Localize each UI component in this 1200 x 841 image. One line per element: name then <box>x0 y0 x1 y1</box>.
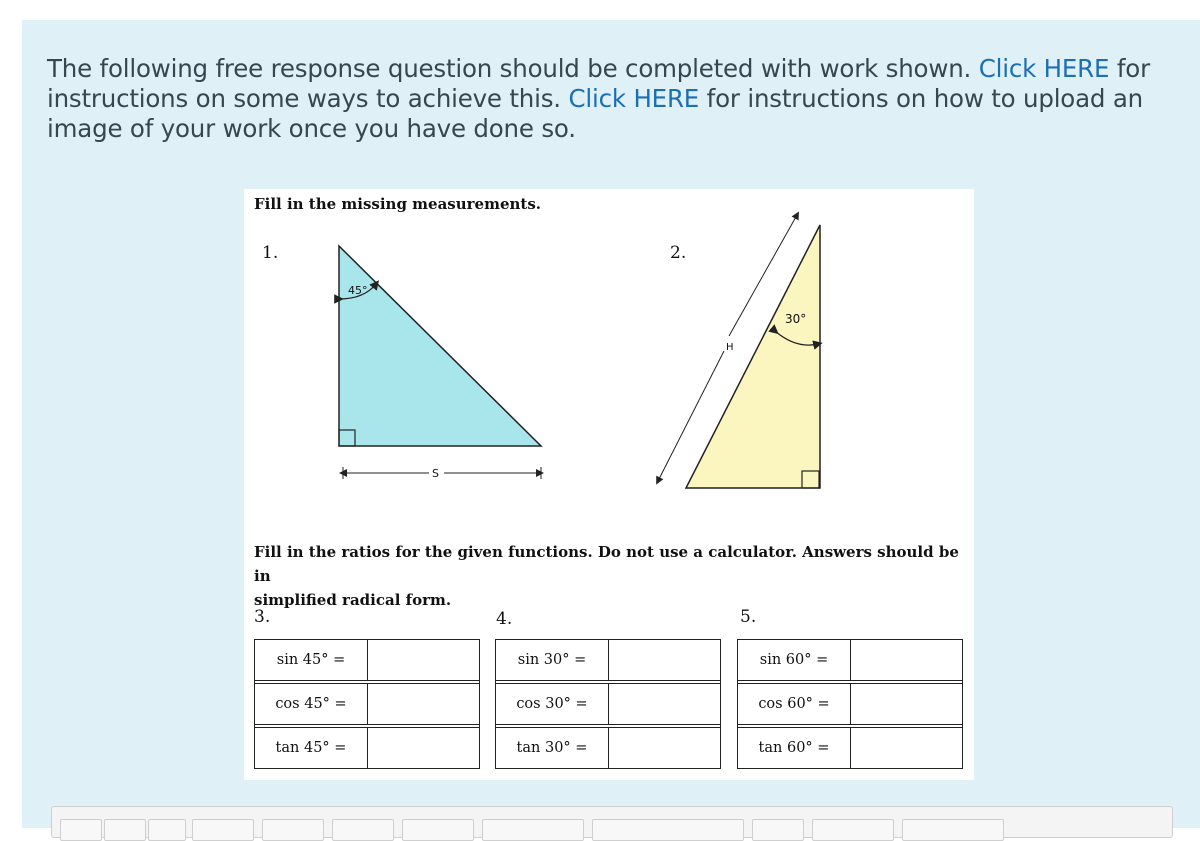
ratio-answer-box <box>368 684 479 724</box>
toolbar-button[interactable] <box>482 819 584 841</box>
table-row <box>496 684 720 725</box>
table-row <box>738 728 962 769</box>
ratio-label: cos 30° = <box>496 684 609 724</box>
ratio-answer-box <box>609 640 720 680</box>
ratio-table-3 <box>254 639 480 769</box>
ratio-label: tan 60° = <box>738 728 851 768</box>
side-label-1: S <box>432 467 439 480</box>
ratio-label: sin 30° = <box>496 640 609 680</box>
ratio-label: tan 30° = <box>496 728 609 768</box>
ratio-answer-box <box>368 640 479 680</box>
toolbar-button[interactable] <box>592 819 744 841</box>
heading-ratios-line-2: simplified radical form. <box>254 591 452 609</box>
heading-missing-measurements: Fill in the missing measurements. <box>254 195 542 213</box>
side-label-2: H <box>726 342 734 353</box>
table-row <box>496 640 720 681</box>
toolbar-button[interactable] <box>148 819 186 841</box>
triangle-2 <box>686 225 820 488</box>
instructions-part-3: for instructions on how to upload an image of your work once you have done so. <box>47 84 1143 143</box>
ratio-answer-box <box>851 728 962 768</box>
triangle-1 <box>339 246 541 446</box>
ratio-label: sin 45° = <box>255 640 368 680</box>
table-row <box>738 640 962 681</box>
toolbar-button[interactable] <box>752 819 804 841</box>
editor-toolbar[interactable] <box>51 806 1173 838</box>
toolbar-button[interactable] <box>104 819 146 841</box>
instructions-link-1[interactable]: Click HERE <box>978 54 1110 83</box>
triangle-diagrams <box>244 189 974 509</box>
problem-4-number: 4. <box>496 609 513 629</box>
instructions-link-2[interactable]: Click HERE <box>568 84 700 113</box>
angle-label-1: 45° <box>348 284 368 297</box>
table-row <box>255 640 479 681</box>
ratio-label: sin 60° = <box>738 640 851 680</box>
ratio-answer-box <box>609 728 720 768</box>
instructions-text <box>47 54 1167 144</box>
ratio-table-4 <box>495 639 721 769</box>
ratio-answer-box <box>851 640 962 680</box>
toolbar-button[interactable] <box>192 819 254 841</box>
problem-5-number: 5. <box>740 607 757 627</box>
toolbar-button[interactable] <box>402 819 474 841</box>
table-row <box>496 728 720 769</box>
heading-ratios <box>254 540 964 612</box>
table-row <box>255 684 479 725</box>
table-row <box>738 684 962 725</box>
problem-3-number: 3. <box>254 607 271 627</box>
toolbar-button[interactable] <box>812 819 894 841</box>
angle-label-2: 30° <box>785 312 807 326</box>
toolbar-button[interactable] <box>60 819 102 841</box>
ratio-answer-box <box>851 684 962 724</box>
heading-ratios-line-1: Fill in the ratios for the given functions. Do not use a calculator. Answers should be in <box>254 543 959 585</box>
ratio-label: cos 60° = <box>738 684 851 724</box>
toolbar-button[interactable] <box>902 819 1004 841</box>
toolbar-button[interactable] <box>332 819 394 841</box>
worksheet-image <box>244 189 974 780</box>
instructions-part-1: The following free response question should be completed with work shown. <box>47 54 972 83</box>
ratio-answer-box <box>368 728 479 768</box>
problem-1-number: 1. <box>262 243 279 263</box>
problem-2-number: 2. <box>670 243 687 263</box>
table-row <box>255 728 479 769</box>
ratio-label: tan 45° = <box>255 728 368 768</box>
ratio-answer-box <box>609 684 720 724</box>
toolbar-button[interactable] <box>262 819 324 841</box>
ratio-table-5 <box>737 639 963 769</box>
ratio-label: cos 45° = <box>255 684 368 724</box>
instructions-part-2: for instructions on some ways to achieve this. <box>47 54 1150 113</box>
